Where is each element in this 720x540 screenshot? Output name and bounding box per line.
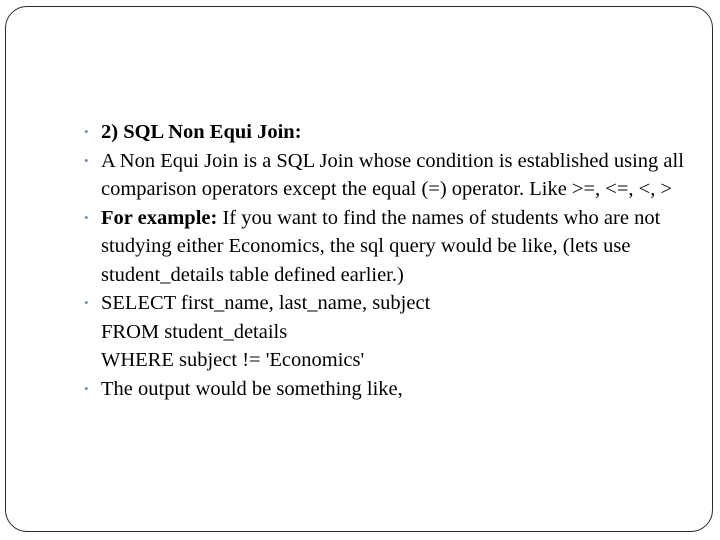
query-line-from: FROM student_details xyxy=(101,320,288,343)
bullet-marker: • xyxy=(84,295,89,310)
bullet-item-definition xyxy=(84,147,684,204)
bullet-marker: • xyxy=(84,152,89,168)
bullet-list xyxy=(84,118,684,403)
bullet-item-query xyxy=(84,289,684,375)
bullet-item-title xyxy=(84,118,684,147)
bullet-marker: • xyxy=(84,209,89,225)
example-label: For example: xyxy=(101,206,218,229)
query-line-where: WHERE subject != 'Economics' xyxy=(101,349,365,371)
bullet-item-output xyxy=(84,375,684,404)
definition-text: A Non Equi Join is a SQL Join whose condition is established using all comparison operators except the equal (=) operator. Like >=, <=, <, > xyxy=(101,149,684,200)
bullet-marker: • xyxy=(84,124,89,139)
section-heading: 2) SQL Non Equi Join: xyxy=(101,121,302,143)
example-text: If you want to find the names of students who are not studying either Economics, the sql query would be like, (lets use student_details table defined earlier.) xyxy=(101,206,661,286)
bullet-marker: • xyxy=(84,380,89,396)
query-line-select: SELECT first_name, last_name, subject xyxy=(101,292,431,314)
output-text: The output would be something like, xyxy=(101,377,403,400)
bullet-item-example xyxy=(84,204,684,290)
